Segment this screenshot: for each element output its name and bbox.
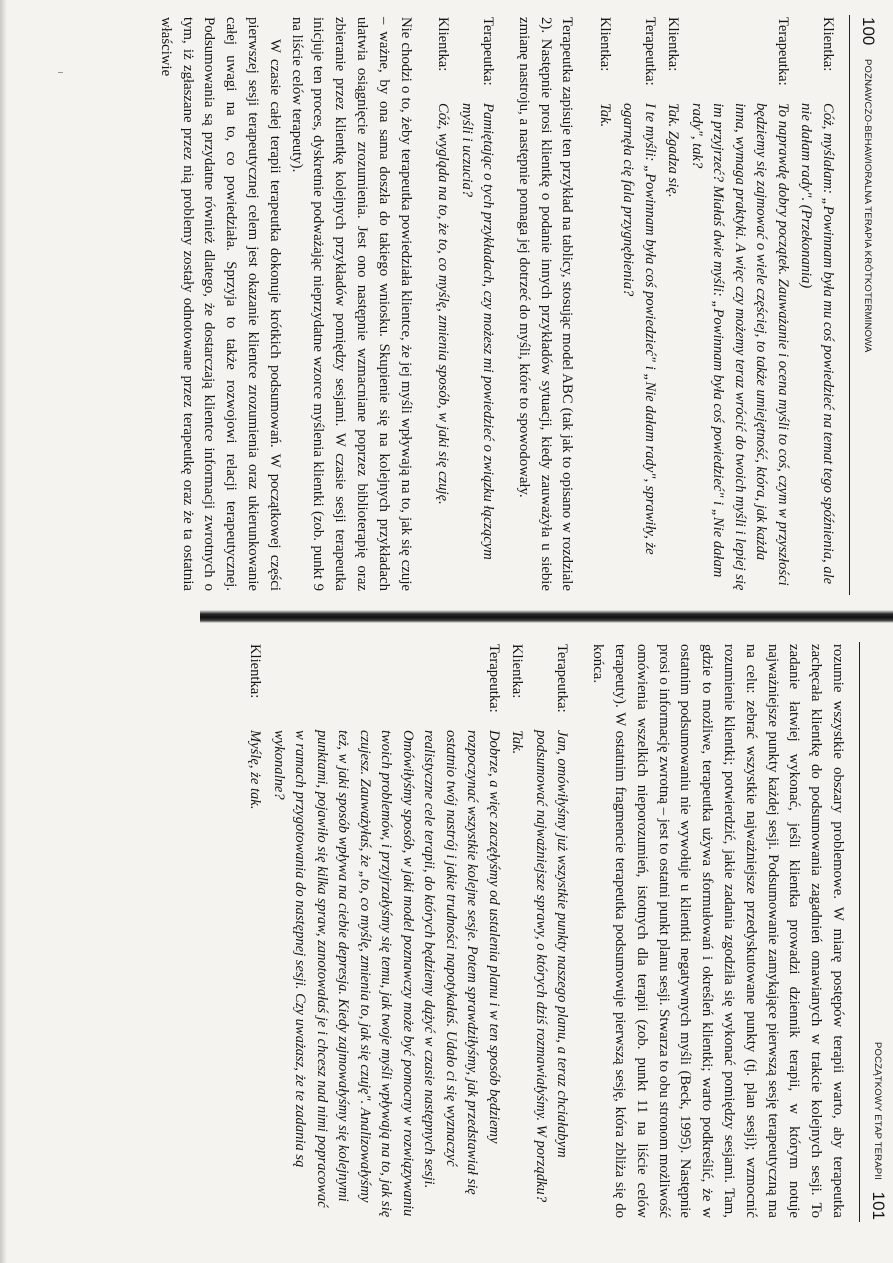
page-body	[154, 17, 838, 591]
body-paragraph: Terapeutka zapisuje ten przykład na tablicy, stosując model ABC (tak jak to opisano w rozdziale 2). Następnie prosi klientkę o podanie innych przykładów sytuacji, kiedy zauważyła u siebie zmianę nastroju, a następnie pomaga jej dotrzeć do myśli, które to spowodowały.	[515, 17, 576, 591]
utterance: Jan, omówiłyśmy już wszystkie punkty naszego planu, a teraz chciałabym podsumować najważniejsze sprawy, o których dziś rozmawiałyśmy. W porządku?	[532, 730, 571, 1203]
running-title: POZNAWCZO-BEHAWIORALNA TERAPIA KRÓTKOTERMINOWA	[862, 59, 873, 353]
body-paragraph: W czasie całej terapii terapeutka dokonuje krótkich podsumowań. W początkowej części pierwszej sesji terapeutycznej celem jest okazanie klientce zrozumienia oraz ukierunkowanie całej uwagi na to, co powiedziała. Sprzyja to także rozwojowi relacji terapeutycznej. Podsumowania są przydatne również dlatego, że dostarczają klientce informacji zwrotnych o tym, iż zgłaszane przez nią problemy zostały odnotowane przez terapeutkę oraz że ta ostatnia właściwie	[157, 17, 283, 591]
book-page-left	[0, 15, 880, 595]
dialogue-line	[432, 17, 454, 591]
book-gutter	[200, 610, 893, 623]
utterance: Tak.	[509, 730, 526, 755]
speaker-label: Terapeutka:	[554, 644, 571, 713]
speaker-label: Terapeutka:	[775, 17, 791, 86]
speaker-label: Klientka:	[247, 644, 264, 699]
dialogue-line	[594, 17, 616, 591]
dialogue-line	[267, 644, 504, 1218]
dialogue-line	[662, 17, 684, 591]
dialogue-line	[529, 644, 572, 1218]
speaker-label: Klientka:	[820, 17, 836, 72]
page-header	[859, 642, 890, 1222]
speaker-label: Terapeutka:	[642, 17, 658, 86]
body-paragraph: rozumie wszystkie obszary problemowe. W miarę postępów terapii warto, aby terapeutka zachęcała klientkę do podsumowania zagadnień omawianych w trakcie kolejnych sesji. To zadanie łatwiej wykonać, jeśli klientka prowadzi dziennik terapii, w którym notuje najważniejsze punkty każdej sesji. Podsumowanie zamykające pierwszą sesję terapeutyczną ma na celu: zebrać wszystkie najważniejsze przedyskutowane punkty (tj. plan sesji); wzmocnić rozumienie klientki; potwierdzić, jakie zadania zgodziła się wykonać pomiędzy sesjami. Tam, gdzie to możliwe, terapeutka używa sformułowań i określeń klientki; warto podkreślić, że w ostatnim podsumowaniu nie wywołuje u klientki negatywnych myśli (Beck, 1995). Następnie prosi o informację zwrotną – jest to ostatni punkt planu sesji. Stwarza to obu stronom możliwość omówienia wszelkich nieporozumień, istotnych dla terapii (zob. punkt 11 na liście celów terapeuty). W ostatnim fragmencie terapeutka podsumowuje pierwszą sesję, która zbliża się do końca.	[590, 644, 846, 1218]
utterance: Cóż, wygląda na to, że to, co myślę, zmienia sposób, w jaki się czuję.	[435, 103, 452, 505]
speaker-label: Klientka:	[665, 17, 682, 72]
dialogue-line	[617, 17, 660, 591]
dialogue-line	[795, 17, 838, 591]
dialogue-line	[455, 17, 498, 591]
page-number: 100	[859, 17, 878, 46]
speaker-label: Terapeutka:	[480, 17, 497, 86]
dialogue-line	[506, 644, 528, 1218]
utterance: Tak.	[597, 103, 613, 128]
utterance: To naprawdę dobry początek. Zauważanie i ocena myśli to coś, czym w przyszłości będziemy się zajmować o wiele częściej, to także umiejętność, która, jak każda inna, wymaga praktyki. A więc czy możemy teraz wrócić do twoich myśli i lepiej się im przyjrzeć? Miałaś dwie myśli: „Powinnam była coś powiedzieć" i „Nie dałam rady", tak?	[689, 103, 791, 591]
utterance: Dobrze, a więc zaczęłyśmy od ustalenia planu i w ten sposób będziemy rozpoczynać wszystkie kolejne sesje. Potem sprawdziłyśmy, jak przedstawiał się ostatnio twój nastrój i jakie trudności napotykałaś. Udało ci się wyznaczyć realistyczne cele terapii, do których będziemy dążyć w czasie następnych sesji. Omówiłyśmy sposób, w jaki model poznawczy może być pomocny w rozwiązywaniu twoich problemów, i przyjrzałyśmy się temu, jak twoje myśli wpływają na to, jak się czujesz. Zauważyłaś, że „to, co myślę, zmienia to, jak się czuję". Analizowałyśmy też, w jaki sposób wpływa na ciebie depresja. Kiedy zajmowałyśmy się kolejnymi punktami, pojawiło się kilka spraw, zanotowałaś je i chcesz nad nimi popracować w ramach przygotowania do następnej sesji. Czy uważasz, że te zadania są wykonalne?	[270, 730, 502, 1218]
speaker-label: Terapeutka:	[485, 644, 502, 713]
utterance: Cóż, myślałam: „Powinnam była mu coś powiedzieć na temat tego spóźnienia, ale nie dałam rady". (Przekonania)	[798, 103, 836, 585]
utterance: I te myśli: „Powinnam była coś powiedzieć" i „Nie dałam rady", sprawiły, że ogarnęła cię fala przygnębienia?	[620, 103, 658, 555]
page-body	[242, 644, 848, 1218]
page-number: 101	[869, 1191, 888, 1220]
page-header	[849, 15, 880, 595]
dialogue-line	[244, 644, 266, 1218]
speaker-label: Klientka:	[509, 644, 526, 699]
speaker-label: Klientka:	[597, 17, 613, 72]
utterance: Myślę, że tak.	[247, 730, 264, 810]
speaker-label: Klientka:	[435, 17, 452, 72]
body-paragraph: Nie chodzi o to, żeby terapeutka powiedziała klientce, że jej myśli wpływają na to, jak się czuje – ważne, by ona sama doszła do takiego wniosku. Skupienie się na kolejnych przykładach ułatwia osiągnięcie zrozumienia. Jest ono następnie wzmacniane poprzez biblioterapię oraz zbieranie przez klientkę kolejnych przykładów pomiędzy sesjami. W czasie sesji terapeutka inicjuje ten proces, dyskretnie podważając nieprzydatne wzorce myślenia klientki (zob. punkt 9 na liście celów terapeuty).	[288, 17, 414, 591]
utterance: Tak. Zgadza się.	[665, 103, 682, 198]
dialogue-line	[686, 17, 794, 591]
book-page-right	[10, 642, 890, 1222]
running-title: POCZĄTKOWY ETAP TERAPII	[872, 1042, 883, 1180]
utterance: Pamiętając o tych przykładach, czy możesz mi powiedzieć o związku łączącym myśli i uczucia?	[458, 103, 497, 560]
